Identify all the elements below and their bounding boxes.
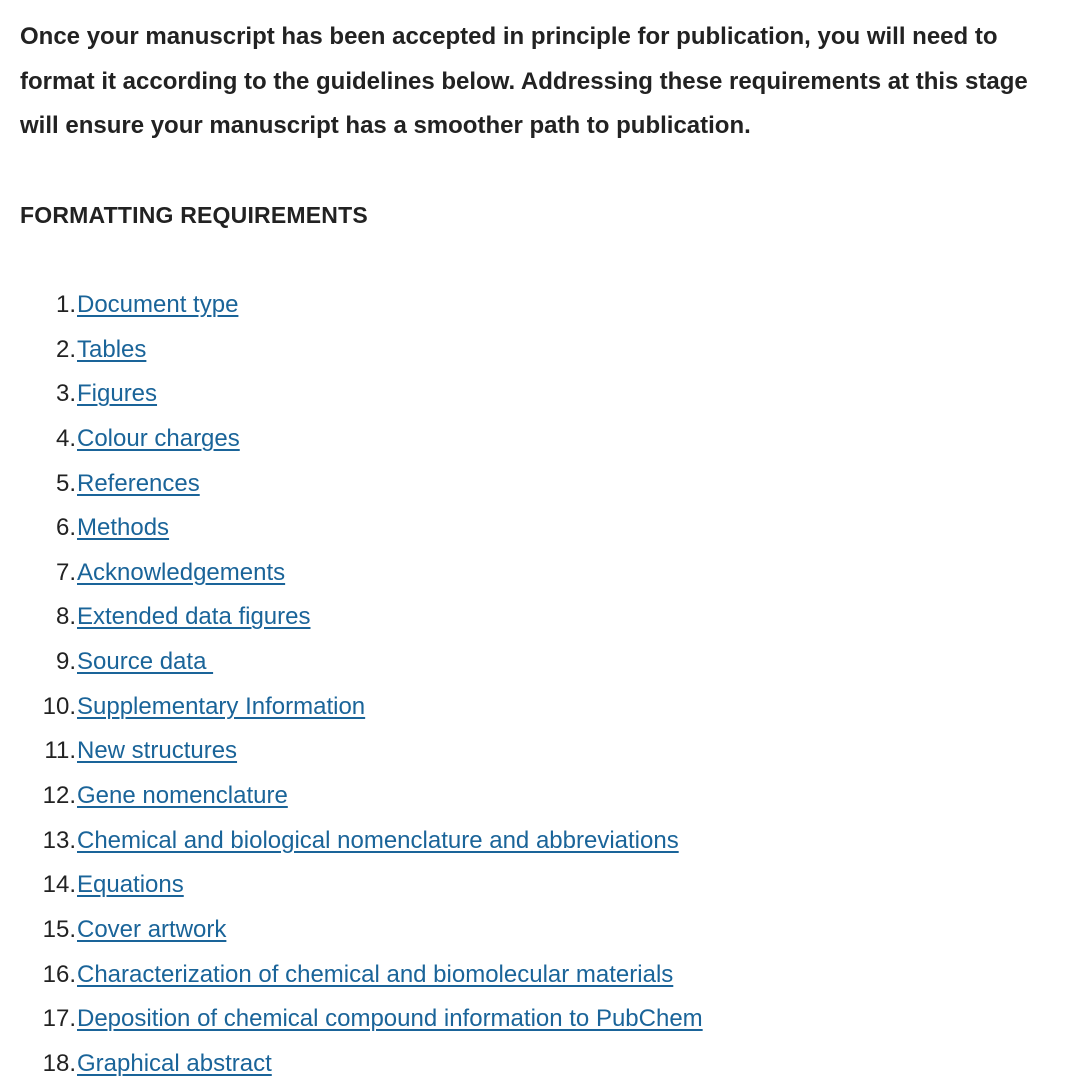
list-item (20, 908, 703, 953)
list-item-number: 10. (42, 692, 76, 720)
list-item-number: 14. (42, 871, 76, 899)
list-item (20, 640, 703, 685)
link-gene-nomenclature[interactable]: Gene nomenclature (77, 782, 288, 810)
link-equations[interactable]: Equations (77, 871, 184, 899)
list-item-number: 2. (55, 335, 76, 363)
link-deposition-pubchem[interactable]: Deposition of chemical compound information to PubChem (77, 1005, 703, 1033)
link-references[interactable]: References (77, 469, 200, 497)
list-item (20, 819, 703, 864)
list-item-number: 13. (42, 826, 76, 854)
link-graphical-abstract[interactable]: Graphical abstract (77, 1049, 272, 1077)
list-item (20, 551, 703, 596)
list-item (20, 953, 703, 998)
link-source-data[interactable]: Source data (77, 648, 214, 676)
list-item-number: 5. (55, 469, 76, 497)
list-item-number: 15. (42, 915, 76, 943)
formatting-requirements-list (20, 283, 703, 1080)
list-item (20, 729, 703, 774)
link-new-structures[interactable]: New structures (77, 737, 238, 765)
list-item-number: 7. (55, 558, 76, 586)
link-methods[interactable]: Methods (77, 514, 170, 542)
list-item (20, 997, 703, 1042)
link-characterization-materials[interactable]: Characterization of chemical and biomolecular materials (77, 960, 674, 988)
list-item (20, 462, 703, 507)
link-acknowledgements[interactable]: Acknowledgements (77, 558, 286, 586)
list-item (20, 417, 703, 462)
list-item (20, 685, 703, 730)
link-cover-artwork[interactable]: Cover artwork (77, 915, 227, 943)
link-colour-charges[interactable]: Colour charges (77, 424, 240, 452)
list-item (20, 774, 703, 819)
list-item-number: 16. (42, 960, 76, 988)
list-item (20, 506, 703, 551)
list-item (20, 1042, 703, 1080)
list-item-number: 9. (55, 648, 76, 676)
link-tables[interactable]: Tables (77, 335, 147, 363)
link-document-type[interactable]: Document type (77, 291, 239, 318)
link-chemical-biological-nomenclature[interactable]: Chemical and biological nomenclature and abbreviations (77, 826, 679, 854)
list-item-number: 4. (55, 424, 76, 452)
link-supplementary-information[interactable]: Supplementary Information (77, 692, 366, 720)
list-item-number: 12. (42, 782, 76, 810)
list-item-number: 17. (42, 1005, 76, 1033)
list-item-number: 8. (55, 603, 76, 631)
list-item-number: 18. (42, 1049, 76, 1077)
list-item (20, 863, 703, 908)
list-item (20, 372, 703, 417)
list-item-number: 1. (55, 291, 76, 318)
list-item (20, 595, 703, 640)
list-item-number: 6. (55, 514, 76, 542)
list-item (20, 328, 703, 373)
list-item-number: 11. (44, 737, 76, 765)
intro-paragraph: Once your manuscript has been accepted in principle for publication, you will need to format it according to the guidelines below. Addressing these requirements at this stage will ensure your manuscript has a smoother path to publication. (20, 23, 1028, 139)
list-item-number: 3. (55, 380, 76, 408)
list-item (20, 283, 703, 328)
section-heading-formatting-requirements: FORMATTING REQUIREMENTS (20, 202, 368, 228)
link-extended-data-figures[interactable]: Extended data figures (77, 603, 311, 631)
link-figures[interactable]: Figures (77, 380, 158, 408)
